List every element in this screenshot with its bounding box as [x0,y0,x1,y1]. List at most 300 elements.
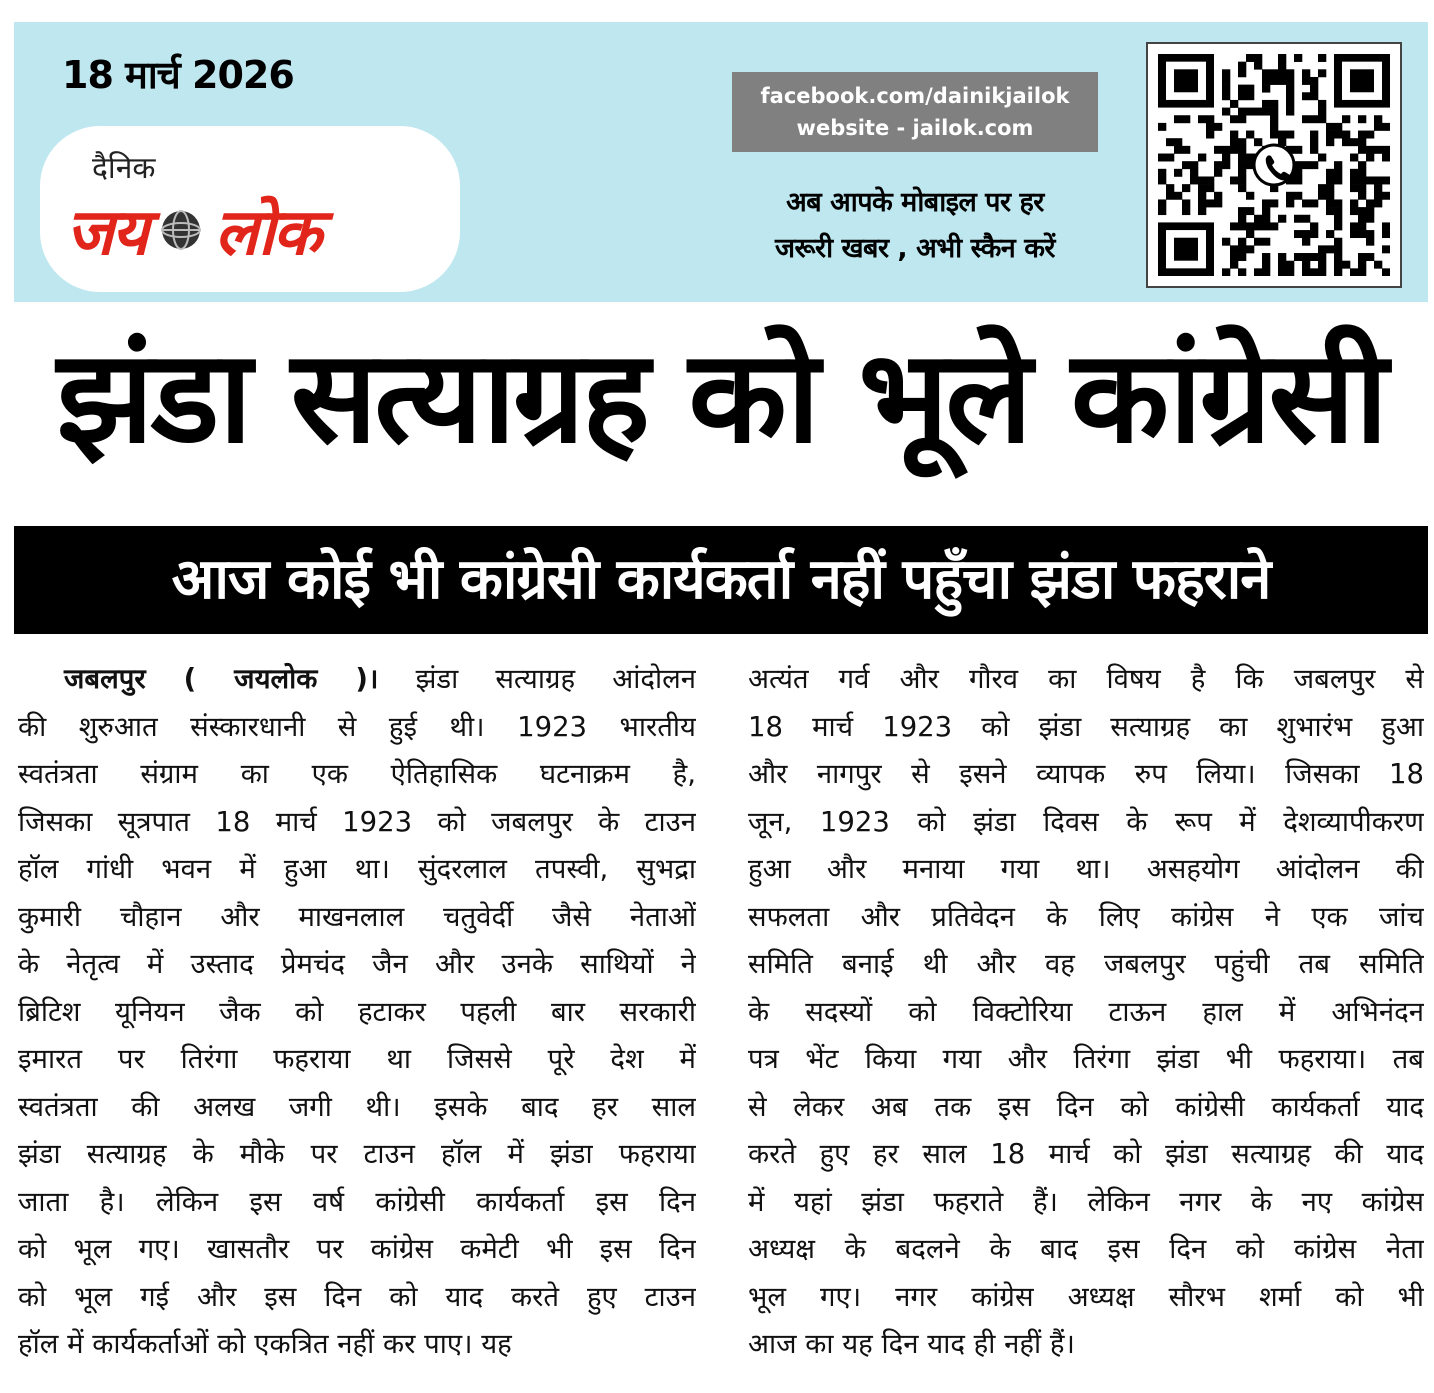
qr-module [1198,199,1206,207]
qr-module [1254,238,1262,246]
qr-module [1286,108,1294,116]
qr-module [1334,199,1342,207]
qr-module [1262,207,1270,215]
article-line: से लेकर अब तक इस दिन को कांग्रेसी कार्यकर्ता याद [748,1090,1424,1123]
qr-module [1222,146,1230,154]
newspaper-logo [66,186,320,273]
article-line: स्वतंत्रता की अलख जगी थी। इसके बाद हर साल [18,1090,696,1123]
qr-module [1158,207,1166,215]
qr-module [1158,169,1166,177]
qr-module [1358,146,1366,154]
article-line: अत्यंत गर्व और गौरव का विषय है कि जबलपुर से [748,663,1424,695]
qr-module [1270,77,1278,85]
qr-module [1238,115,1246,123]
qr-module [1182,115,1190,123]
qr-module [1174,238,1198,261]
qr-module [1262,100,1270,108]
qr-module [1334,161,1342,169]
qr-module [1262,222,1270,230]
qr-module [1262,85,1270,93]
article-line: हॉल गांधी भवन में हुआ था। सुंदरलाल तपस्वी, सुभद्रा [18,853,696,885]
qr-module [1174,138,1182,146]
qr-module [1182,199,1190,207]
qr-module [1254,138,1262,146]
qr-module [1374,261,1382,269]
qr-module [1294,169,1302,177]
qr-module [1246,230,1254,238]
qr-module [1174,69,1198,92]
qr-module [1302,238,1310,246]
logo-word-jay: जय [66,196,147,270]
qr-module [1334,245,1342,253]
qr-module [1342,115,1350,123]
qr-module [1158,123,1166,131]
qr-module [1246,192,1254,200]
qr-module [1278,131,1286,139]
qr-module [1238,138,1246,146]
qr-module [1278,261,1286,269]
qr-module [1350,184,1358,192]
qr-module [1238,176,1246,184]
qr-module [1270,222,1278,230]
headline: झंडा सत्याग्रह को भूले कांग्रेसी [56,323,1386,472]
qr-module [1286,92,1294,100]
qr-module [1238,253,1246,261]
qr-module [1310,230,1318,238]
article-line: इमारत पर तिरंगा फहराया था जिससे पूरे देश में [18,1043,696,1075]
qr-module [1358,169,1366,177]
article-line: भूल गए। नगर कांग्रेस अध्यक्ष सौरभ शर्मा को भी [748,1280,1424,1313]
qr-module [1262,199,1270,207]
qr-module [1294,54,1302,62]
qr-module [1286,85,1294,93]
qr-module [1350,69,1374,92]
qr-module [1366,230,1374,238]
qr-module [1366,199,1374,207]
subheadline: आज कोई भी कांग्रेसी कार्यकर्ता नहीं पहुँचा झंडा फहराने [14,526,1428,634]
facebook-link[interactable]: facebook.com/dainikjailok [760,84,1070,108]
qr-module [1294,215,1302,223]
qr-module [1358,215,1366,223]
article-line: हुआ और मनाया गया था। असहयोग आंदोलन की [748,853,1424,885]
qr-module [1310,131,1318,139]
qr-module [1382,230,1390,238]
qr-module [1246,207,1254,215]
qr-module [1294,253,1302,261]
qr-module [1230,131,1238,139]
globe-icon [159,208,203,252]
website-link[interactable]: website - jailok.com [796,116,1034,140]
qr-module [1238,222,1246,230]
qr-module [1222,238,1230,246]
qr-module [1350,138,1358,146]
qr-module [1206,123,1214,131]
qr-module [1350,230,1358,238]
qr-module [1270,199,1278,207]
qr-module [1302,268,1310,276]
qr-module [1294,230,1302,238]
qr-module [1310,146,1318,154]
qr-module [1310,199,1318,207]
qr-module [1310,85,1318,93]
qr-module [1230,146,1238,154]
qr-module [1270,108,1278,116]
qr-module [1358,115,1366,123]
qr-module [1238,69,1246,77]
qr-module [1158,154,1166,162]
qr-module [1318,268,1326,276]
qr-module [1334,253,1342,261]
qr-module [1382,268,1390,276]
qr-module [1230,176,1238,184]
qr-module [1222,268,1230,276]
qr-module [1310,222,1318,230]
qr-module [1342,138,1350,146]
qr-module [1238,85,1246,93]
qr-module [1238,268,1246,276]
qr-module [1366,215,1374,223]
article-line: कुमारी चौहान और माखनलाल चतुवेर्दी जैसे नेताओं [18,900,696,933]
qr-module [1262,268,1270,276]
qr-module [1310,161,1318,169]
qr-module [1350,268,1358,276]
qr-module [1246,245,1254,253]
qr-module [1238,184,1246,192]
qr-module [1198,207,1206,215]
qr-module [1318,261,1326,269]
qr-module [1350,207,1358,215]
qr-module [1374,192,1382,200]
qr-module [1238,207,1246,215]
qr-module [1382,154,1390,162]
qr-module [1238,62,1246,70]
qr-module [1174,146,1182,154]
qr-module [1246,85,1254,93]
article-line: को भूल गए। खासतौर पर कांग्रेस कमेटी भी इस दिन [18,1233,696,1265]
qr-module [1302,115,1310,123]
qr-module [1382,146,1390,154]
qr-module [1278,268,1286,276]
qr-module [1318,54,1326,62]
article-line: सफलता और प्रतिवेदन के लिए कांग्रेस ने एक जांच [748,900,1424,933]
qr-module [1166,192,1174,200]
qr-module [1230,115,1238,123]
qr-module [1262,253,1270,261]
qr-module [1254,54,1262,62]
qr-module [1206,115,1214,123]
qr-module [1182,146,1190,154]
qr-module [1286,192,1294,200]
qr-module [1254,222,1262,230]
qr-module [1302,161,1310,169]
qr-module [1214,146,1222,154]
qr-module [1366,176,1374,184]
qr-module [1238,92,1246,100]
qr-module [1326,176,1334,184]
qr-module [1206,176,1214,184]
qr-module [1286,261,1294,269]
qr-module [1182,184,1190,192]
article-line: समिति बनाई थी और वह जबलपुर पहुंची तब समिति [748,948,1424,980]
qr-module [1246,108,1254,116]
qr-module [1302,230,1310,238]
qr-module [1262,238,1270,246]
qr-module [1358,184,1366,192]
qr-module [1318,100,1326,108]
qr-module [1230,138,1238,146]
article-line: अध्यक्ष के बदलने के बाद इस दिन को कांग्रेस नेता [748,1233,1424,1265]
qr-module [1174,115,1182,123]
qr-module [1270,100,1278,108]
qr-module [1270,115,1278,123]
qr-module [1326,184,1334,192]
qr-module [1270,131,1278,139]
qr-module [1358,176,1366,184]
qr-module [1326,131,1334,139]
qr-module [1262,77,1270,85]
qr-module [1334,268,1342,276]
qr-module [1318,115,1326,123]
qr-module [1166,154,1174,162]
qr-module [1310,92,1318,100]
qr-module [1238,108,1246,116]
dateline: जबलपुर ( जयलोक )। [64,663,379,695]
qr-module [1326,207,1334,215]
qr-module [1318,245,1326,253]
qr-module [1190,169,1198,177]
qr-module [1326,192,1334,200]
qr-module [1214,192,1222,200]
qr-module [1270,123,1278,131]
qr-module [1334,238,1342,246]
promo-line-2: जरूरी खबर , अभी स्कैन करें [775,233,1055,264]
qr-module [1206,131,1214,139]
qr-module [1158,176,1166,184]
qr-module [1238,154,1246,162]
qr-module [1286,69,1294,77]
qr-module [1254,62,1262,70]
qr-module [1206,199,1214,207]
qr-module [1198,176,1206,184]
qr-module [1230,245,1238,253]
qr-module [1246,92,1254,100]
qr-module [1174,169,1182,177]
qr-module [1374,199,1382,207]
qr-module [1366,131,1374,139]
qr-module [1294,192,1302,200]
qr-module [1366,238,1374,246]
qr-module [1254,268,1262,276]
article-line: आज का यह दिन याद ही नहीं हैं। [748,1328,1075,1360]
qr-module [1382,222,1390,230]
qr-module [1294,146,1302,154]
qr-module [1302,261,1310,269]
qr-module [1334,261,1342,269]
qr-module [1382,192,1390,200]
qr-module [1374,115,1382,123]
qr-module [1374,146,1382,154]
qr-module [1302,77,1310,85]
article-line: झंडा सत्याग्रह के मौके पर टाउन हॉल में झंडा फहराया [18,1138,696,1170]
article-line: करते हुए हर साल 18 मार्च को झंडा सत्याग्रह की याद [748,1138,1424,1170]
qr-module [1182,161,1190,169]
article-line: और नागपुर से इसने व्यापक रुप लिया। जिसका 18 [748,758,1424,790]
qr-module [1230,261,1238,269]
article-column-right [748,656,1424,1369]
qr-module [1198,192,1206,200]
logo-dainik: दैनिक [92,151,156,186]
qr-module [1190,176,1198,184]
qr-module [1318,192,1326,200]
qr-module [1358,161,1366,169]
qr-module [1238,169,1246,177]
promo-line-1: अब आपके मोबाइल पर हर [786,187,1044,218]
qr-module [1262,215,1270,223]
qr-module [1238,238,1246,246]
qr-code[interactable] [1146,42,1402,288]
qr-module [1310,138,1318,146]
qr-module [1350,199,1358,207]
qr-module [1342,261,1350,269]
qr-module [1238,146,1246,154]
qr-module [1222,77,1230,85]
qr-module [1214,169,1222,177]
qr-module [1278,77,1286,85]
qr-module [1318,253,1326,261]
qr-module [1302,253,1310,261]
qr-module [1382,245,1390,253]
social-links-box [732,72,1098,152]
qr-module [1366,207,1374,215]
qr-module [1302,215,1310,223]
qr-module [1302,92,1310,100]
qr-module [1230,253,1238,261]
qr-module [1382,176,1390,184]
qr-module [1238,215,1246,223]
article-line-text: झंडा सत्याग्रह आंदोलन [378,663,696,695]
qr-module [1174,192,1182,200]
qr-module [1302,199,1310,207]
qr-module [1206,184,1214,192]
qr-module [1286,199,1294,207]
qr-module [1350,222,1358,230]
qr-module [1286,268,1294,276]
qr-module [1326,123,1334,131]
qr-module [1246,131,1254,139]
qr-module [1278,54,1286,62]
qr-module [1374,176,1382,184]
qr-module [1358,261,1366,269]
qr-module [1286,131,1294,139]
issue-date: 18 मार्च 2026 [62,53,294,97]
qr-module [1214,199,1222,207]
qr-module [1310,115,1318,123]
article-line: जिसका सूत्रपात 18 मार्च 1923 को जबलपुर के टाउन [18,805,696,838]
qr-module [1278,215,1286,223]
qr-module [1382,123,1390,131]
qr-module [1278,253,1286,261]
article-line: की शुरुआत संस्कारधानी से हुई थी। 1923 भारतीय [18,710,696,743]
qr-module [1286,100,1294,108]
qr-module [1358,192,1366,200]
qr-module [1326,199,1334,207]
qr-module [1334,207,1342,215]
qr-module [1318,69,1326,77]
qr-module [1302,69,1310,77]
qr-module [1254,108,1262,116]
qr-module [1190,161,1198,169]
article-line [18,656,696,704]
qr-module [1222,161,1230,169]
qr-module [1214,123,1222,131]
qr-module [1326,230,1334,238]
qr-module [1166,184,1174,192]
qr-module [1334,123,1342,131]
scan-promo [700,180,1130,272]
qr-module [1350,169,1358,177]
qr-module [1246,54,1254,62]
article-line: के सदस्यों को विक्टोरिया टाऊन हाल में अभिनंदन [748,995,1424,1028]
qr-module [1198,115,1206,123]
qr-module [1358,207,1366,215]
qr-module [1166,138,1174,146]
qr-module [1318,184,1326,192]
qr-module [1254,215,1262,223]
qr-module [1278,69,1286,77]
article-column-left [18,656,696,1369]
qr-module [1182,207,1190,215]
qr-module [1342,131,1350,139]
qr-module [1198,154,1206,162]
qr-module [1334,222,1342,230]
qr-module [1310,253,1318,261]
article-line: स्वतंत्रता संग्राम का एक ऐतिहासिक घटनाक्रम है, [18,758,696,790]
qr-module [1158,199,1166,207]
qr-module [1262,69,1270,77]
qr-module [1238,245,1246,253]
qr-module [1374,184,1382,192]
article-line: जून, 1923 को झंडा दिवस के रूप में देशव्यापीकरण [748,805,1424,838]
qr-module [1334,131,1342,139]
logo-word-lok: लोक [214,196,320,270]
qr-module [1350,176,1358,184]
article-line: में यहां झंडा फहराते हैं। लेकिन नगर के नए कांग्रेस [748,1185,1424,1218]
qr-module [1326,169,1334,177]
qr-module [1222,69,1230,77]
qr-module [1286,77,1294,85]
qr-module [1358,230,1366,238]
qr-module [1318,154,1326,162]
article-line: हॉल में कार्यकर्ताओं को एकत्रित नहीं कर पाए। यह [18,1328,512,1360]
qr-module [1278,62,1286,70]
qr-module [1310,77,1318,85]
qr-module [1222,108,1230,116]
qr-module [1198,184,1206,192]
article-line: के नेतृत्व में उस्ताद प्रेमचंद जैन और उनके साथियों ने [18,948,696,980]
qr-module [1358,138,1366,146]
qr-module [1366,146,1374,154]
qr-module [1334,169,1342,177]
qr-module [1366,253,1374,261]
article-line: जाता है। लेकिन इस वर्ष कांग्रेसी कार्यकर्ता इस दिन [18,1185,696,1218]
qr-module [1350,154,1358,162]
qr-module [1230,222,1238,230]
article-line: को भूल गई और इस दिन को याद करते हुए टाउन [18,1280,696,1313]
article-line: 18 मार्च 1923 को झंडा सत्याग्रह का शुभारंभ हुआ [748,710,1424,743]
qr-module [1238,161,1246,169]
qr-module [1214,161,1222,169]
article-line: ब्रिटिश यूनियन जैक को हटाकर पहली बार सरकारी [18,995,696,1028]
